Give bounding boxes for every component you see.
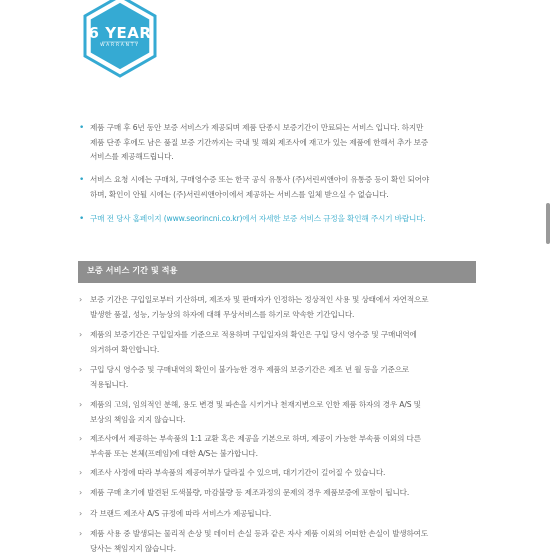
- intro-paragraph-2: [90, 173, 480, 202]
- bullet-marker: ›: [79, 328, 82, 343]
- text-line: 당사는 책임지지 않습니다.: [90, 542, 480, 556]
- text-line: 서비스를 제공해드립니다.: [90, 150, 480, 165]
- section-item-3: [90, 363, 480, 392]
- section-item-5: [90, 432, 480, 461]
- text-line: 제품 단종 후에도 남은 품질 보증 기간까지는 국내 및 해외 제조사에 재고가 있는 제품에 한해서 추가 보증: [90, 136, 480, 151]
- bullet-marker: ›: [79, 466, 82, 481]
- bullet-marker: •: [79, 121, 84, 136]
- text-line: 구입 당시 영수증 및 구매내역의 확인이 불가능한 경우 제품의 보증기간은 제조 년 월 등을 기준으로: [90, 363, 480, 378]
- warranty-badge: [78, 0, 162, 78]
- intro-paragraph-1: [90, 121, 480, 165]
- text-line: 하며, 확인이 안될 시에는 (주)서린씨앤아이에서 제공하는 서비스를 일체 받으실 수 없습니다.: [90, 188, 480, 203]
- bullet-marker: ›: [79, 486, 82, 501]
- section-item-1: [90, 293, 480, 322]
- text-line: 제품 사용 중 발생되는 물리적 손상 및 데이터 손실 등과 같은 자사 제품 이외의 어떠한 손실이 발생하여도: [90, 527, 480, 542]
- text-line: 적용됩니다.: [90, 378, 480, 393]
- text-line: 보증 기간은 구입일로부터 기산하며, 제조자 및 판매자가 인정하는 정상적인 사용 및 상태에서 자연적으로: [90, 293, 480, 308]
- section-header: [78, 261, 476, 283]
- text-line: 부속품 또는 본체(프레임)에 대한 A/S는 불가합니다.: [90, 447, 480, 462]
- bullet-marker: ›: [79, 293, 82, 308]
- text-line: 제품 구매 초기에 발견된 도색불량, 마감불량 등 제조과정의 문제의 경우 제품보증에 포함이 됩니다.: [90, 486, 480, 501]
- bullet-marker: ›: [79, 507, 82, 522]
- homepage-note: 구매 전 당사 홈페이지 (www.seorincni.co.kr)에서 자세한 보증 서비스 규정을 확인해 주시기 바랍니다.: [90, 212, 480, 227]
- text-line: 제조사에서 제공하는 부속품의 1:1 교환 혹은 제공을 기본으로 하며, 제공이 가능한 부속품 이외의 다른: [90, 432, 480, 447]
- section-item-7: [90, 486, 480, 501]
- text-line: 제품의 고의, 임의적인 분해, 용도 변경 및 파손을 시키거나 천재지변으로 인한 제품 하자의 경우 A/S 및: [90, 398, 480, 413]
- badge-subtitle: WARRANTY: [78, 43, 162, 48]
- bullet-marker: ›: [79, 363, 82, 378]
- section-item-4: [90, 398, 480, 427]
- text-line: 제품의 보증기간은 구입일자를 기준으로 적용하며 구입일자의 확인은 구입 당시 영수증 및 구매내역에: [90, 328, 480, 343]
- bullet-marker: ›: [79, 432, 82, 447]
- text-line: 각 브랜드 제조사 A/S 규정에 따라 서비스가 제공됩니다.: [90, 507, 480, 522]
- bullet-marker: ›: [79, 398, 82, 413]
- section-title: 보증 서비스 기간 및 적용: [87, 265, 178, 276]
- badge-title: 6 YEAR: [78, 24, 162, 42]
- intro-paragraph-3: [90, 212, 480, 227]
- text-line: 의거하여 확인합니다.: [90, 343, 480, 358]
- section-item-2: [90, 328, 480, 357]
- bullet-marker: ›: [79, 527, 82, 542]
- scrollbar-thumb[interactable]: [546, 203, 550, 244]
- section-item-9: [90, 527, 480, 556]
- text-line: 보상의 책임을 지지 않습니다.: [90, 413, 480, 428]
- section-item-6: [90, 466, 480, 481]
- section-item-8: [90, 507, 480, 522]
- bullet-marker: •: [79, 212, 84, 227]
- text-line: 발생한 품질, 성능, 기능상의 하자에 대해 무상서비스를 하기로 약속한 기간입니다.: [90, 308, 480, 323]
- text-line: 제품 구매 후 6년 동안 보증 서비스가 제공되며 제품 단종시 보증기간이 만료되는 서비스 입니다. 하지만: [90, 121, 480, 136]
- text-line: 제조사 사정에 따라 부속품의 제공여부가 달라질 수 있으며, 대기기간이 길어질 수 있습니다.: [90, 466, 480, 481]
- text-line: 서비스 요청 시에는 구매처, 구매영수증 또는 한국 공식 유통사 (주)서린씨앤아이 유통증 등이 확인 되어야: [90, 173, 480, 188]
- bullet-marker: •: [79, 173, 84, 188]
